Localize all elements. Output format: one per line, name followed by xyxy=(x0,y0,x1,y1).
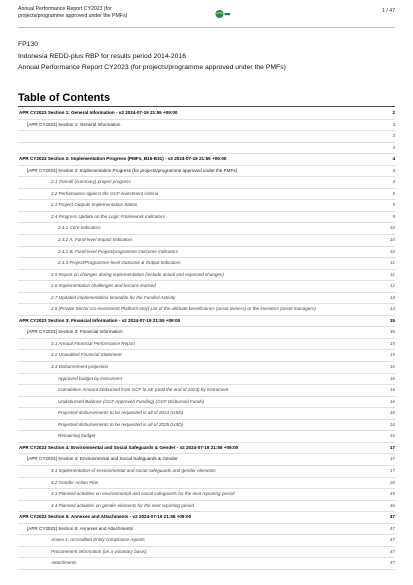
toc-entry[interactable] xyxy=(18,362,395,374)
toc-entry[interactable] xyxy=(18,316,395,328)
fp-number: FP130 xyxy=(18,41,39,48)
toc-entry-page: 5 xyxy=(392,202,395,208)
toc-entry-title: Projected disbursements to be requested in all of 2024 (USD) xyxy=(58,410,184,416)
toc-entry[interactable] xyxy=(18,350,395,362)
toc-entry[interactable] xyxy=(18,454,395,466)
toc-entry-page: 4 xyxy=(392,156,395,162)
toc-entry[interactable] xyxy=(18,501,395,513)
toc-entry[interactable] xyxy=(18,397,395,409)
toc-entry[interactable] xyxy=(18,200,395,212)
toc-entry-title: APR CY2023 Section 4: Environmental and Social Safeguards & Gender - v2 2024-07-19 21:55 +09:00 xyxy=(19,444,239,450)
toc-entry-page: 3 xyxy=(392,144,395,150)
document-intro xyxy=(18,39,395,74)
toc-entry-page: 17 xyxy=(389,456,395,462)
toc-entry-title: 2.3 Project Outputs Implementation Status xyxy=(51,202,138,208)
toc-entry-title: 3.2 Unaudited Financial Statement xyxy=(51,352,122,358)
toc-entry-page: 4 xyxy=(392,179,395,185)
toc-entry-title: [APR CY2023] Section 1: General Information xyxy=(27,121,121,127)
toc-entry-page: 11 xyxy=(390,260,395,266)
toc-entry-page: 3 xyxy=(392,133,395,139)
toc-entry-title: 3.3 Disbursement projection xyxy=(51,364,109,370)
toc-entry-title: APR CY2023 Section 2: Implementation Progress (PMFs, B15-B31) - v2 2024-07-19 21:55 +09:00 xyxy=(19,156,227,162)
toc-entry-title: [APR CY2023] Section 5: Annexes and Attachments xyxy=(27,525,133,531)
toc-entry-title: Cumulative Amount Disbursed from GCF to AE (until the end of 2023) by instrument xyxy=(58,387,229,393)
toc-entry[interactable] xyxy=(18,327,395,339)
toc-entry[interactable] xyxy=(18,223,395,235)
toc-entry-page: 10 xyxy=(389,248,395,254)
toc-entry-page: 16 xyxy=(389,421,395,427)
toc-entry-page: 15 xyxy=(389,317,395,323)
toc-entry-title: 2.6 Implementation challenges and lessons learned xyxy=(51,283,156,289)
toc-entry-page: 16 xyxy=(389,410,395,416)
toc-entry-title: Procurement information (on a voluntary basis) xyxy=(51,548,147,554)
toc-entry-page: 14 xyxy=(389,306,395,312)
toc-entry[interactable] xyxy=(18,108,395,120)
toc-entry-page: 46 xyxy=(389,502,395,508)
toc-entry[interactable] xyxy=(18,154,395,166)
toc-entry-title: 2.2 Performance against the GCF investment criteria xyxy=(51,190,159,196)
toc-entry-page: 47 xyxy=(389,525,395,531)
header-divider xyxy=(18,27,395,28)
toc-entry[interactable] xyxy=(18,247,395,259)
toc-entry-page: 47 xyxy=(389,537,395,543)
toc-entry-page: 16 xyxy=(389,387,395,393)
toc-entry-page: 20 xyxy=(389,479,395,485)
toc-entry[interactable] xyxy=(18,235,395,247)
toc-entry-title: [APR CY2023] Section 4: Environmental and Social Safeguards & Gender xyxy=(27,456,178,462)
toc-entry[interactable] xyxy=(18,189,395,201)
toc-entry-page: 17 xyxy=(389,444,395,450)
toc-entry-page: 2 xyxy=(392,110,395,115)
toc-entry[interactable] xyxy=(18,431,395,443)
toc-entry[interactable] xyxy=(18,420,395,432)
toc-entry-title: 3.1 Annual Financial Performance Report xyxy=(51,340,136,346)
toc-entry[interactable] xyxy=(18,558,395,570)
toc-entry-page: 47 xyxy=(389,514,395,520)
toc-entry-page: 12 xyxy=(389,283,395,289)
toc-entry-page: 47 xyxy=(389,548,395,554)
toc-entry-page: 9 xyxy=(392,213,395,219)
toc-divider xyxy=(18,106,395,107)
toc-entry-page: 45 xyxy=(389,491,395,497)
toc-entry-title: 2.4.1 Core Indicators xyxy=(58,225,101,231)
toc-heading: Table of Contents xyxy=(18,92,111,104)
toc-entry-title: 2.8 [Private Sector Co-investment Platform only] List of the ultimate beneficiaries (asset owners) or the investors (asset managers) xyxy=(51,306,316,312)
toc-entry-title: 4.4 Planned activities on gender elements for the next reporting period xyxy=(51,502,195,508)
report-title: Annual Performance Report CY2023 (for projects/programme approved under the PMFs) xyxy=(18,64,286,71)
toc-entry-title: 4.3 Planned activities on environmental and social safeguards for the next reporting period xyxy=(51,491,235,497)
toc-entry-title: APR CY2023 Section 1: General Information - v2 2024-07-19 21:55 +09:00 xyxy=(19,110,178,115)
toc-entry[interactable] xyxy=(18,374,395,386)
toc-entry[interactable] xyxy=(18,547,395,559)
toc-entry[interactable] xyxy=(18,478,395,490)
toc-entry-title: 2.4.2 A. Fund-level Impact Indicators xyxy=(58,237,133,243)
toc-entry[interactable] xyxy=(18,166,395,178)
toc-entry-title: 4.2 Gender Action Plan xyxy=(51,479,99,485)
toc-entry-title: 2.4 Progress Update on the Logic Framework Indicators xyxy=(51,213,165,219)
toc-entry[interactable] xyxy=(18,466,395,478)
toc-entry-page: 16 xyxy=(389,433,395,439)
toc-entry-title: APR CY2023 Section 5: Annexes and Attachments - v2 2024-07-19 21:55 +09:00 xyxy=(19,514,192,520)
toc-entry[interactable] xyxy=(18,143,395,155)
toc-entry-page: 16 xyxy=(389,398,395,404)
toc-entry[interactable] xyxy=(18,281,395,293)
toc-entry-title: [APR CY2023] Section 3: Financial Information xyxy=(27,329,123,335)
toc-entry-page: 4 xyxy=(392,167,395,173)
page-number: 1 / 47 xyxy=(382,8,395,14)
toc-entry[interactable] xyxy=(18,512,395,524)
toc-entry-title: Attachments xyxy=(51,560,77,566)
table-of-contents xyxy=(18,108,395,570)
toc-entry[interactable] xyxy=(18,293,395,305)
toc-entry-title: Annex 1: Accredited Entity compliance reports xyxy=(51,537,145,543)
gcf-logo-icon xyxy=(215,9,231,19)
toc-entry-page: 16 xyxy=(389,364,395,370)
toc-entry-page: 15 xyxy=(389,352,395,358)
toc-entry-page: 11 xyxy=(390,271,395,277)
toc-entry-title: 2.4.3 Project/Programme-level Outcome & Output Indicators xyxy=(58,260,181,266)
toc-entry-page: 16 xyxy=(389,375,395,381)
toc-entry-title: [APR CY2023] Section 2: Implementation Progress (for projects/programme approved under the PMFs) xyxy=(27,167,238,173)
toc-entry-title: Undisbursed Balance (GCF Approved Funding) (GCF Disbursed Funds) xyxy=(58,398,205,404)
toc-entry-page: 10 xyxy=(389,225,395,231)
toc-entry[interactable] xyxy=(18,258,395,270)
toc-entry-title: 4.1 Implementation of environmental and social safeguards and gender elements xyxy=(51,467,216,473)
toc-entry-page: 10 xyxy=(389,237,395,243)
toc-entry[interactable] xyxy=(18,212,395,224)
page-header xyxy=(18,6,395,26)
toc-entry-page: 5 xyxy=(392,190,395,196)
toc-entry[interactable] xyxy=(18,385,395,397)
running-doc-title: Annual Performance Report CY2023 (for projects/programme approved under the PMFs) xyxy=(18,6,128,19)
toc-entry-page: 14 xyxy=(389,294,395,300)
toc-entry[interactable] xyxy=(18,131,395,143)
project-title: Indonesia REDD-plus RBP for results period 2014-2016 xyxy=(18,52,187,60)
toc-entry-title: 2.5 Report on changes during implementation (include actual and expected changes) xyxy=(51,271,224,277)
toc-entry-title: Approved budget by instrument xyxy=(58,375,122,381)
toc-entry-title: APR CY2023 Section 3: Financial Information - v2 2024-07-19 21:55 +09:00 xyxy=(19,317,181,323)
toc-entry[interactable] xyxy=(18,489,395,501)
toc-entry[interactable] xyxy=(18,177,395,189)
toc-entry-page: 15 xyxy=(389,329,395,335)
toc-entry-page: 17 xyxy=(389,467,395,473)
toc-entry[interactable] xyxy=(18,443,395,455)
toc-entry-title: Projected disbursements to be requested in all of 2025 (USD) xyxy=(58,421,184,427)
toc-entry[interactable] xyxy=(18,270,395,282)
toc-entry-title: 2.4.2 B. Fund-level Project/programme Outcome Indicators xyxy=(58,248,179,254)
toc-entry-page: 3 xyxy=(392,121,395,127)
toc-entry-page: 47 xyxy=(389,560,395,566)
toc-entry[interactable] xyxy=(18,304,395,316)
toc-entry-title: 2.1 Overall (summary) project progress xyxy=(51,179,131,185)
toc-entry-title: Remaining budget xyxy=(58,433,96,439)
toc-entry[interactable] xyxy=(18,339,395,351)
toc-entry[interactable] xyxy=(18,524,395,536)
toc-entry[interactable] xyxy=(18,408,395,420)
toc-entry-title: 2.7 Updated implementation timetable for the Funded Activity xyxy=(51,294,176,300)
toc-entry[interactable] xyxy=(18,120,395,132)
toc-entry[interactable] xyxy=(18,535,395,547)
toc-entry-page: 15 xyxy=(389,340,395,346)
